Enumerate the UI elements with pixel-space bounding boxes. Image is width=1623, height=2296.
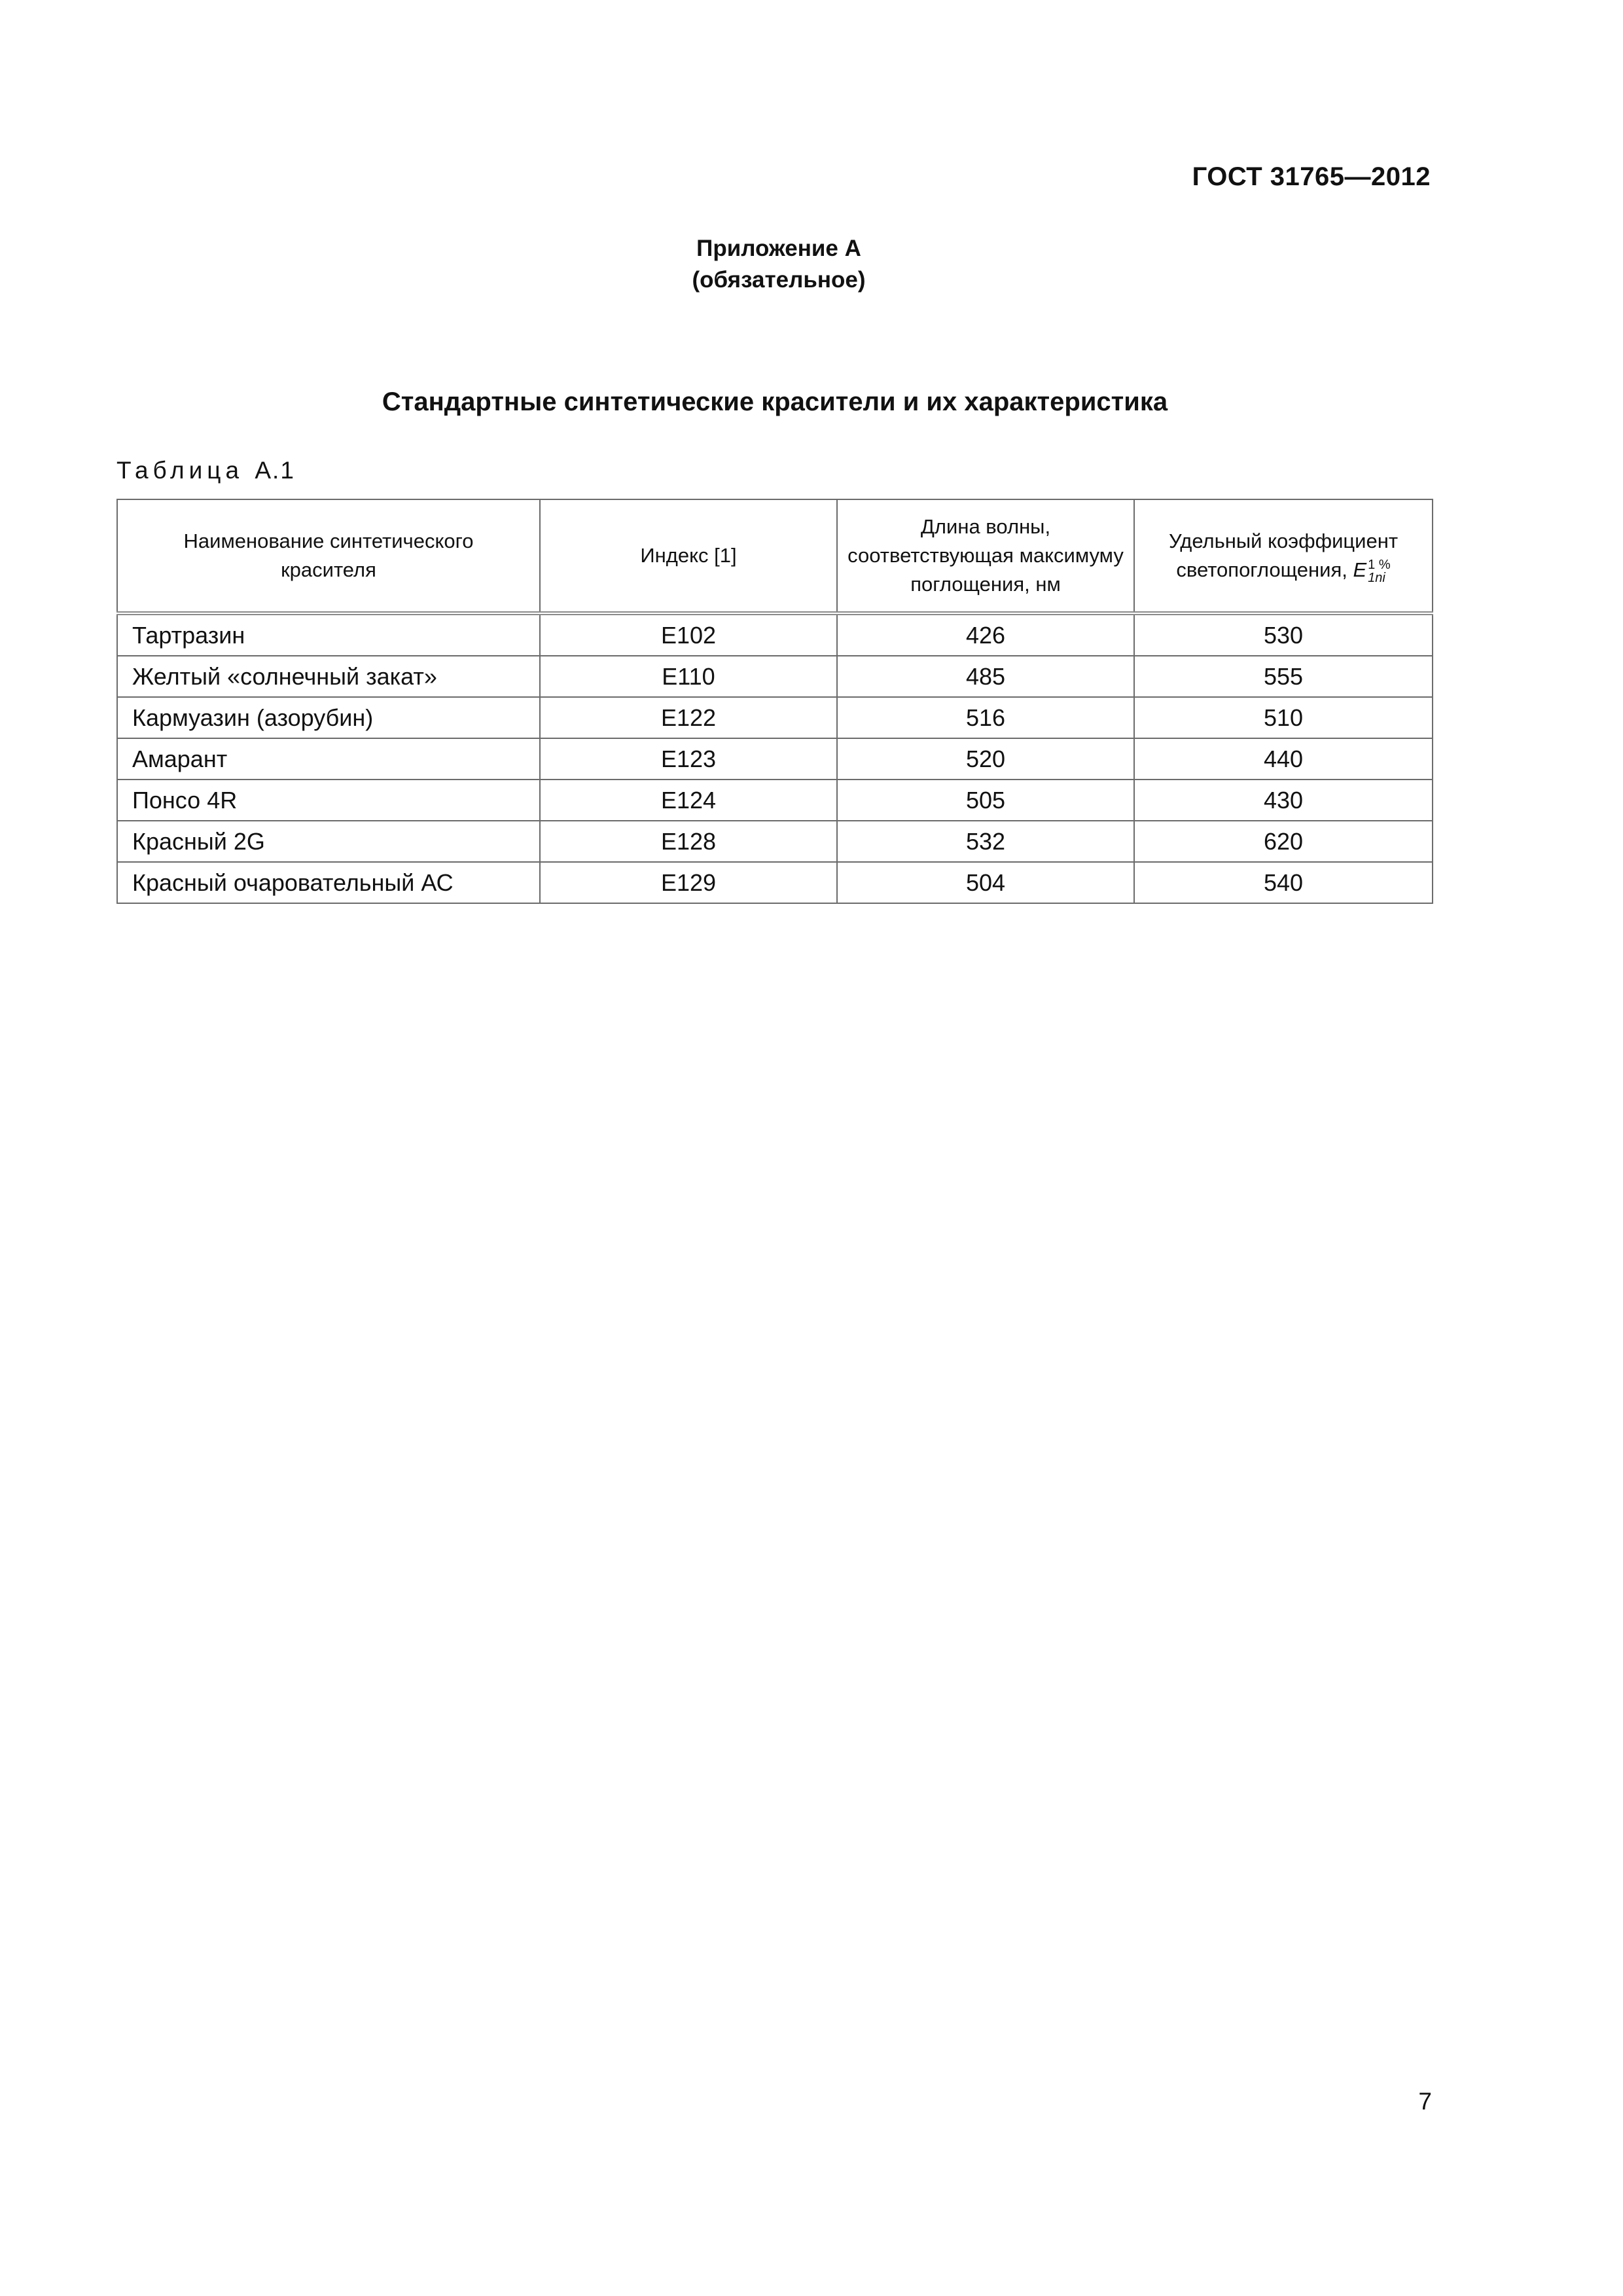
cell-wavelength: 426 [837, 613, 1134, 656]
header-coefficient-text: Удельный коэффициент светопоглощения, [1168, 529, 1399, 581]
cell-wavelength: 505 [837, 780, 1134, 821]
dyes-table [116, 499, 1433, 904]
table-row [117, 613, 1433, 656]
cell-coefficient: 620 [1134, 821, 1433, 862]
cell-dye-name: Тартразин [117, 613, 540, 656]
page-number: 7 [1418, 2088, 1432, 2115]
cell-dye-name: Кармуазин (азорубин) [117, 697, 540, 738]
cell-coefficient: 530 [1134, 613, 1433, 656]
header-wavelength: Длина волны, соответствующая максимуму поглощения, нм [837, 499, 1134, 613]
cell-coefficient: 540 [1134, 862, 1433, 903]
cell-index: E128 [540, 821, 837, 862]
table-row [117, 821, 1433, 862]
cell-wavelength: 532 [837, 821, 1134, 862]
cell-index: E102 [540, 613, 837, 656]
cell-coefficient: 440 [1134, 738, 1433, 780]
table-header-row [117, 499, 1433, 613]
cell-coefficient: 430 [1134, 780, 1433, 821]
table-label-number: А.1 [255, 457, 295, 484]
header-coefficient [1134, 499, 1433, 613]
cell-coefficient: 555 [1134, 656, 1433, 697]
table-label [116, 457, 295, 484]
table-label-word: Таблица [116, 457, 244, 484]
header-name: Наименование синтетического красителя [117, 499, 540, 613]
cell-index: E110 [540, 656, 837, 697]
cell-dye-name: Амарант [117, 738, 540, 780]
appendix-status: (обязательное) [692, 267, 866, 293]
cell-wavelength: 516 [837, 697, 1134, 738]
appendix-heading [0, 233, 1558, 296]
table-body [117, 613, 1433, 903]
coefficient-symbol: E 1 % 1ni [1353, 557, 1391, 585]
cell-index: E122 [540, 697, 837, 738]
header-index: Индекс [1] [540, 499, 837, 613]
cell-wavelength: 485 [837, 656, 1134, 697]
table-row [117, 862, 1433, 903]
cell-dye-name: Красный очаровательный АС [117, 862, 540, 903]
cell-index: E123 [540, 738, 837, 780]
appendix-title: Приложение А [696, 236, 861, 261]
cell-index: E124 [540, 780, 837, 821]
cell-dye-name: Красный 2G [117, 821, 540, 862]
section-title: Стандартные синтетические красители и их характеристика [382, 387, 1168, 416]
cell-dye-name: Желтый «солнечный закат» [117, 656, 540, 697]
table-row [117, 738, 1433, 780]
table-row [117, 656, 1433, 697]
cell-wavelength: 520 [837, 738, 1134, 780]
document-code: ГОСТ 31765—2012 [1192, 162, 1431, 191]
cell-wavelength: 504 [837, 862, 1134, 903]
table-row [117, 780, 1433, 821]
cell-dye-name: Понсо 4R [117, 780, 540, 821]
table-row [117, 697, 1433, 738]
cell-coefficient: 510 [1134, 697, 1433, 738]
cell-index: E129 [540, 862, 837, 903]
